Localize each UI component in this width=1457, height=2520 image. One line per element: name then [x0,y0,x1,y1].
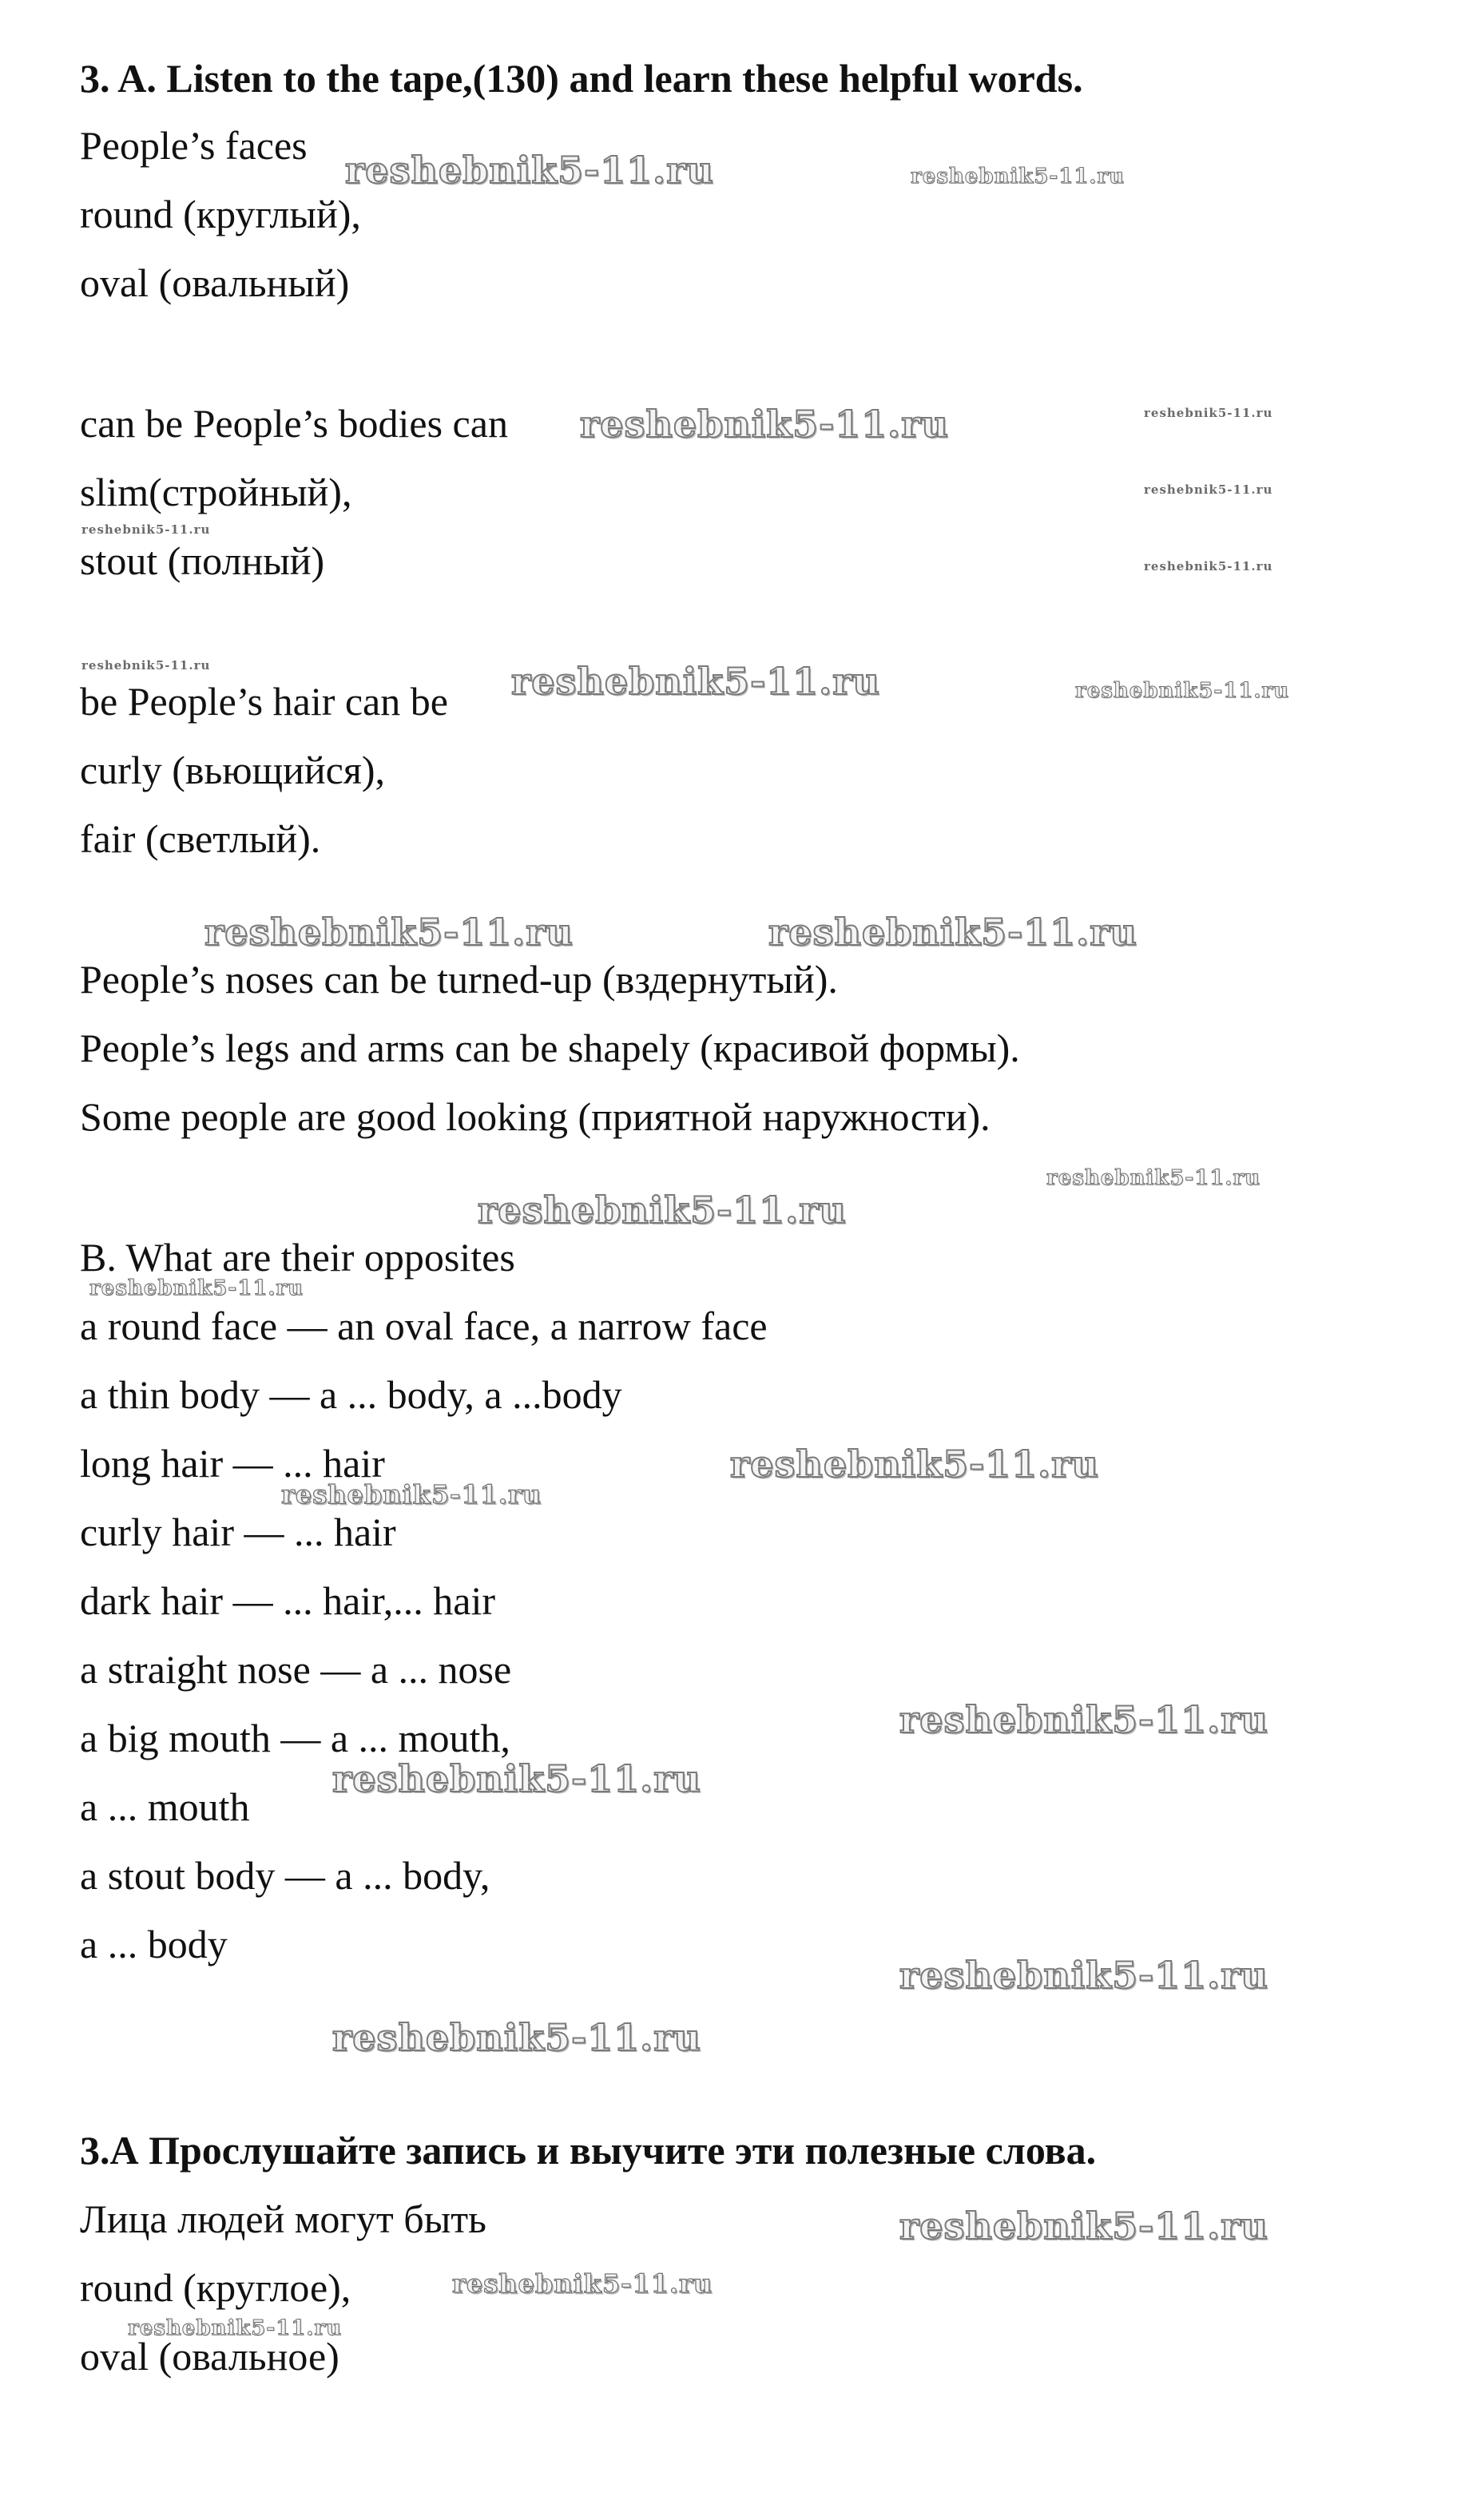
watermark: reshebnik5-11.ru [1075,679,1290,703]
watermark: reshebnik5-11.ru [81,522,211,537]
text-line: fair (светлый). [80,816,321,861]
watermark: reshebnik5-11.ru [899,2205,1268,2248]
text-line: Some people are good looking (приятной наружности). [80,1094,991,1139]
watermark: reshebnik5-11.ru [1144,559,1273,573]
text-line: a big mouth — a ... mouth, [80,1716,510,1760]
watermark: reshebnik5-11.ru [911,165,1126,189]
watermark: reshebnik5-11.ru [580,403,949,446]
watermark: reshebnik5-11.ru [1144,482,1273,497]
watermark: reshebnik5-11.ru [511,660,880,703]
text-line: a stout body — a ... body, [80,1853,490,1898]
watermark: reshebnik5-11.ru [899,1954,1268,1997]
text-line: round (круглый), [80,192,361,236]
text-line: stout (полный) [80,538,325,583]
exercise-heading-ru: 3.А Прослушайте запись и выучите эти полезные слова. [80,2128,1097,2173]
text-line: be People’s hair can be [80,679,448,724]
watermark: reshebnik5-11.ru [281,1479,542,1510]
text-line: can be People’s bodies can [80,401,508,446]
watermark: reshebnik5-11.ru [478,1189,847,1232]
text-line: a straight nose — a ... nose [80,1647,512,1692]
text-line: a ... mouth [80,1784,250,1829]
text-line: long hair — ... hair [80,1441,385,1486]
text-line: oval (овальный) [80,260,350,305]
watermark: reshebnik5-11.ru [204,911,574,954]
section-b-heading: B. What are their opposites [80,1235,515,1280]
text-line: oval (овальное) [80,2334,339,2379]
text-line: a thin body — a ... body, a ...body [80,1372,622,1417]
text-line: round (круглое), [80,2265,351,2310]
watermark: reshebnik5-11.ru [128,2316,343,2340]
watermark: reshebnik5-11.ru [1046,1166,1261,1190]
watermark: reshebnik5-11.ru [730,1443,1099,1486]
text-line: Лица людей могут быть [80,2197,486,2241]
watermark: reshebnik5-11.ru [89,1276,304,1300]
watermark: reshebnik5-11.ru [768,911,1137,954]
watermark: reshebnik5-11.ru [332,2016,701,2059]
text-line: a round face — an oval face, a narrow face [80,1304,768,1348]
text-line: dark hair — ... hair,... hair [80,1578,496,1623]
text-line: People’s faces [80,123,308,168]
watermark: reshebnik5-11.ru [899,1698,1268,1741]
text-line: slim(стройный), [80,470,352,514]
watermark: reshebnik5-11.ru [81,658,211,673]
text-line: People’s noses can be turned-up (вздернутый). [80,957,838,1002]
text-line: curly hair — ... hair [80,1510,396,1554]
watermark: reshebnik5-11.ru [452,2268,713,2299]
exercise-heading-en: 3. A. Listen to the tape,(130) and learn these helpful words. [80,56,1083,101]
watermark: reshebnik5-11.ru [345,149,714,192]
text-line: People’s legs and arms can be shapely (красивой формы). [80,1026,1020,1070]
text-line: a ... body [80,1922,228,1966]
watermark: reshebnik5-11.ru [1144,406,1273,420]
watermark: reshebnik5-11.ru [332,1757,701,1800]
text-line: curly (вьющийся), [80,748,386,792]
